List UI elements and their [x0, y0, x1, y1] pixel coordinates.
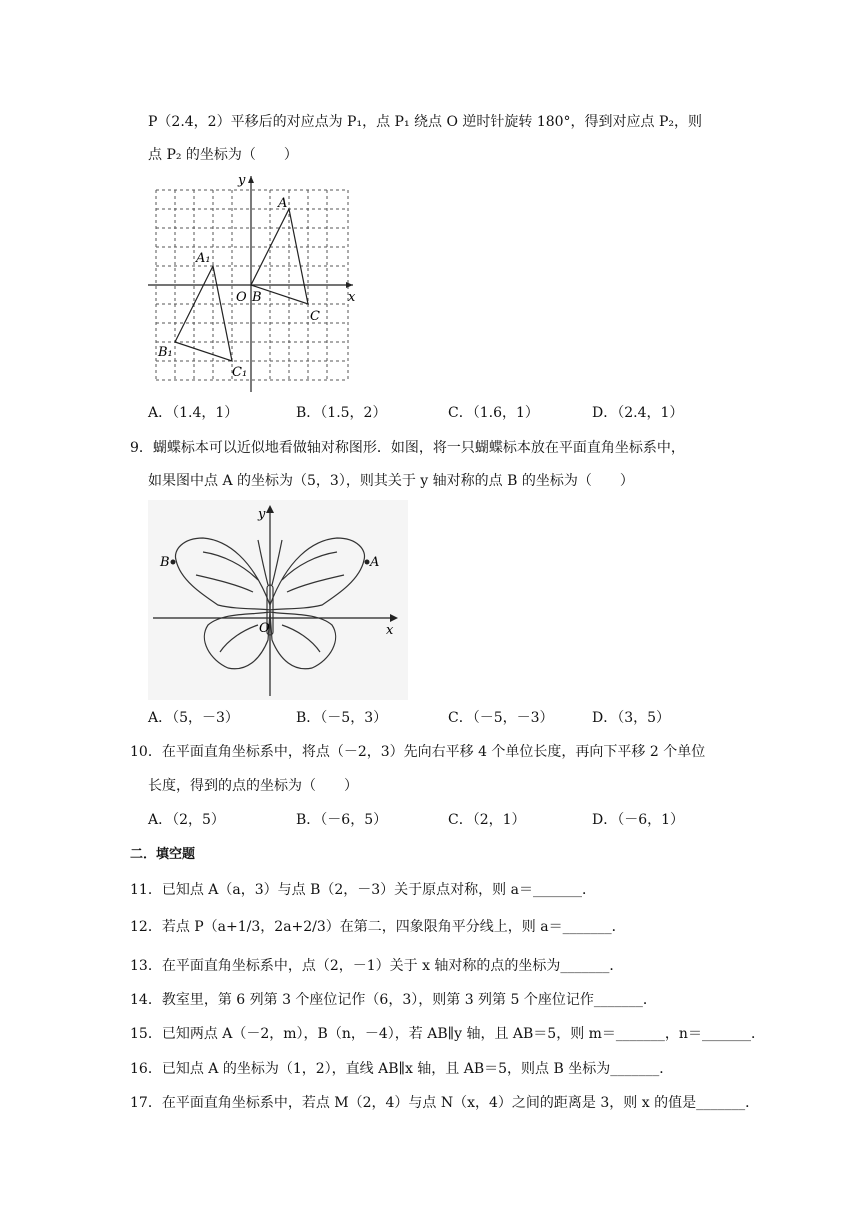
q9-point-a	[365, 560, 370, 565]
q8-x-arrow-icon	[346, 282, 353, 288]
q10-option-b[interactable]: B．（－6，5）	[296, 812, 388, 828]
q10-option-d[interactable]: D．（－6，1）	[592, 812, 685, 828]
fill-question-14: 14．教室里，第 6 列第 3 个座位记作（6，3），则第 3 列第 5 个座位记作_______．	[130, 992, 657, 1008]
q9-option-b[interactable]: B．（－5，3）	[296, 710, 388, 726]
q8-grid-figure	[148, 170, 363, 395]
q8-label-a1: A₁	[196, 251, 211, 266]
fill-question-11: 11．已知点 A（a，3）与点 B（2，－3）关于原点对称，则 a＝_______．	[130, 882, 596, 898]
q10-text-line2: 长度，得到的点的坐标为（ ）	[148, 778, 358, 794]
q10-option-a[interactable]: A．（2，5）	[148, 812, 225, 828]
q9-figure-background	[148, 500, 408, 700]
q8-option-b[interactable]: B．（1.5，2）	[296, 405, 387, 421]
q9-text-line1: 9．蝴蝶标本可以近似地看做轴对称图形．如图，将一只蝴蝶标本放在平面直角坐标系中，	[130, 440, 685, 456]
q8-label-o: O	[236, 290, 247, 305]
fill-question-12: 12．若点 P（a+1/3，2a+2/3）在第二，四象限角平分线上，则 a＝_______．	[130, 919, 626, 935]
q10-text-line1: 10．在平面直角坐标系中，将点（－2，3）先向右平移 4 个单位长度，再向下平移 2 个单位	[130, 744, 706, 760]
q9-label-y: y	[258, 507, 266, 522]
q8-label-a: A	[278, 196, 288, 211]
fill-question-13: 13．在平面直角坐标系中，点（2，－1）关于 x 轴对称的点的坐标为_______．	[130, 958, 624, 974]
q8-option-a[interactable]: A．（1.4，1）	[148, 405, 239, 421]
q9-option-c[interactable]: C．（－5，－3）	[448, 710, 554, 726]
q8-text-line1: P（2.4，2）平移后的对应点为 P₁，点 P₁ 绕点 O 逆时针旋转 180°，得到对应点 P₂，则	[148, 114, 703, 130]
q8-label-b1: B₁	[158, 345, 173, 360]
q9-point-b	[171, 560, 176, 565]
q8-label-c: C	[310, 309, 320, 324]
q9-option-d[interactable]: D．（3，5）	[592, 710, 671, 726]
fill-question-17: 17．在平面直角坐标系中，若点 M（2，4）与点 N（x，4）之间的距离是 3，则 x 的值是_______．	[130, 1095, 760, 1111]
q8-y-arrow-icon	[248, 176, 254, 183]
q9-text-line2: 如果图中点 A 的坐标为（5，3），则其关于 y 轴对称的点 B 的坐标为（ ）	[148, 473, 634, 489]
q8-option-d[interactable]: D．（2.4，1）	[592, 405, 684, 421]
q10-option-c[interactable]: C．（2，1）	[448, 812, 526, 828]
q9-butterfly-figure	[148, 500, 408, 700]
q9-label-a: A	[370, 555, 380, 570]
q9-option-a[interactable]: A．（5，－3）	[148, 710, 239, 726]
q8-label-y: y	[238, 173, 246, 188]
q8-label-x: x	[348, 290, 356, 305]
fill-question-15: 15．已知两点 A（－2，m），B（n，－4），若 AB∥y 轴，且 AB＝5，则 m＝_______，n＝_______．	[130, 1026, 765, 1042]
q8-text-line2: 点 P₂ 的坐标为（ ）	[148, 147, 298, 163]
fill-question-16: 16．已知点 A 的坐标为（1，2），直线 AB∥x 轴，且 AB＝5，则点 B 坐标为_______．	[130, 1061, 674, 1077]
section-fill-in-title: 二．填空题	[130, 847, 196, 862]
q8-label-c1: C₁	[232, 365, 248, 380]
q8-triangle-a1b1c1	[175, 266, 232, 361]
q9-label-x: x	[386, 623, 394, 638]
q9-label-o: O	[259, 621, 270, 636]
q8-option-c[interactable]: C．（1.6，1）	[448, 405, 539, 421]
q8-label-b: B	[252, 290, 262, 305]
q9-label-b: B	[160, 555, 170, 570]
